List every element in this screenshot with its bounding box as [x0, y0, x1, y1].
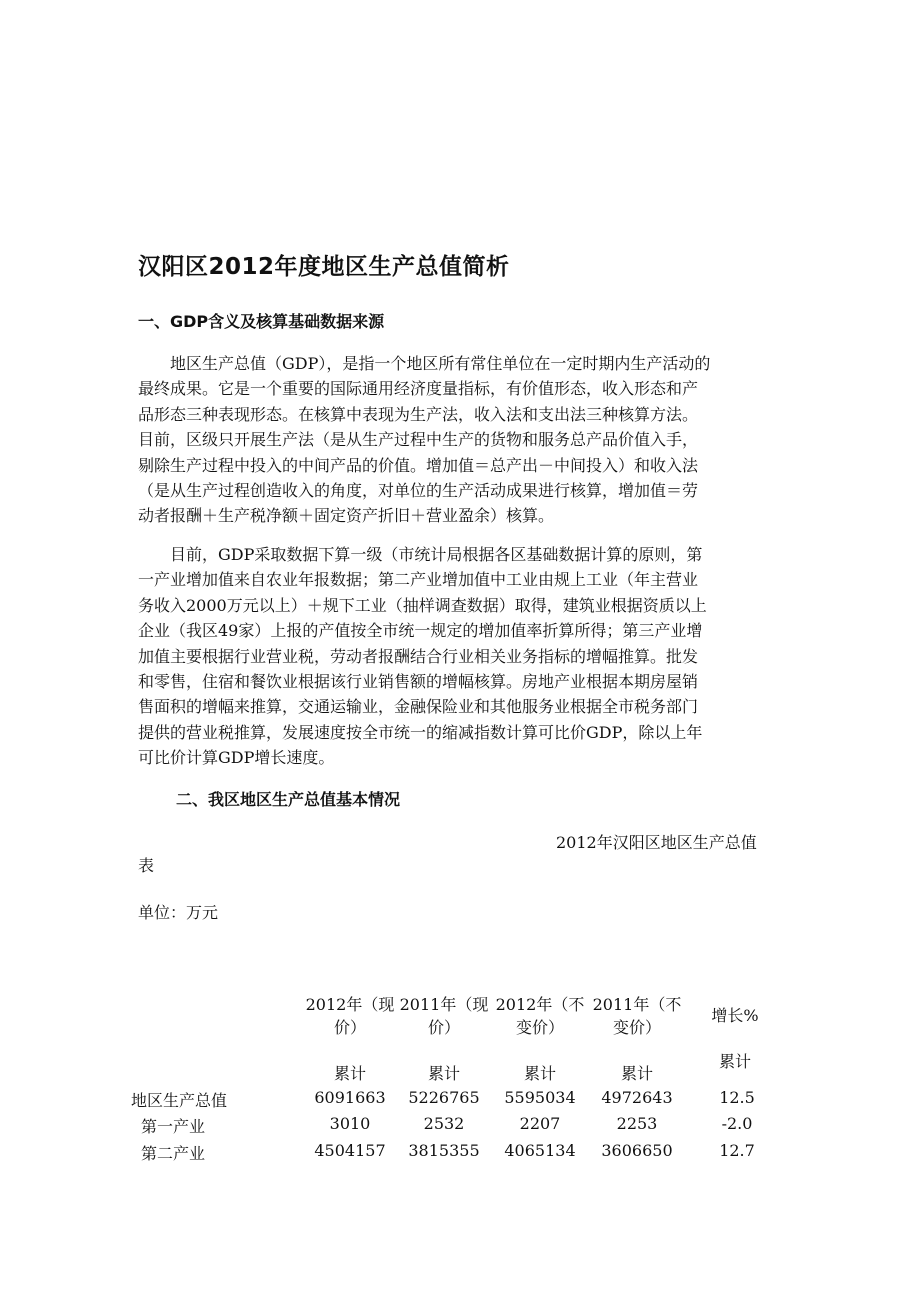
column-header-line: 2012年（不: [495, 995, 585, 1014]
column-header: [300, 992, 400, 1038]
table-cell: 4972643: [601, 1088, 673, 1107]
column-header-line: 2011年（现: [399, 995, 489, 1014]
paragraph-line: 地区生产总值（GDP），是指一个地区所有常住单位在一定时期内生产活动的: [138, 354, 711, 373]
column-header-line: 价）: [333, 1018, 366, 1037]
table-cell: 2532: [423, 1114, 465, 1133]
table-cell: 5595034: [504, 1088, 576, 1107]
column-header: [490, 992, 590, 1038]
table-cell: 2253: [616, 1114, 658, 1133]
column-header-line: 2012年（现: [305, 995, 395, 1014]
table-cell: 4065134: [504, 1141, 576, 1160]
column-header-line: 增长%: [711, 1006, 759, 1025]
column-header: [394, 992, 494, 1038]
column-header-line: 变价）: [515, 1018, 564, 1037]
table-cell: 3010: [329, 1114, 371, 1133]
paragraph-line: 剔除生产过程中投入的中间产品的价值。增加值＝总产出－中间投入）和收入法: [138, 455, 699, 475]
paragraph-line: 可比价计算GDP增长速度。: [138, 748, 335, 768]
column-header: [587, 992, 687, 1038]
table-cell: 6091663: [314, 1088, 386, 1107]
table-row-label: 第一产业: [141, 1117, 206, 1136]
table-cell: 2207: [519, 1114, 561, 1133]
paragraph-line: 加值主要根据行业营业税，劳动者报酬结合行业相关业务指标的增幅推算。批发: [138, 646, 699, 666]
table-unit: 单位：万元: [138, 903, 219, 922]
table-caption: 2012年汉阳区地区生产总值: [556, 833, 757, 852]
table-row-label: 地区生产总值: [131, 1091, 228, 1110]
table-cell: 3815355: [408, 1141, 480, 1160]
paragraph-line: 和零售，住宿和餐饮业根据该行业销售额的增幅核算。房地产业根据本期房屋销: [138, 672, 699, 692]
paragraph-line: 目前，区级只开展生产法（是从生产过程中生产的货物和服务总产品价值入手，: [138, 430, 699, 450]
table-cell: 3606650: [601, 1141, 673, 1160]
column-subheader: 累计: [718, 1052, 751, 1071]
section2-heading: 二、我区地区生产总值基本情况: [176, 790, 401, 809]
paragraph-line: 最终成果。它是一个重要的国际通用经济度量指标，有价值形态，收入形态和产: [138, 379, 699, 399]
table-cell: 12.7: [719, 1141, 755, 1160]
column-subheader: 累计: [523, 1064, 556, 1083]
column-header-line: 价）: [427, 1018, 460, 1037]
paragraph-line: （是从生产过程创造收入的角度，对单位的生产活动成果进行核算，增加值＝劳: [138, 481, 699, 501]
paragraph-line: 企业（我区49家）上报的产值按全市统一规定的增加值率折算所得；第三产业增: [138, 621, 703, 641]
column-header: [690, 1003, 780, 1026]
table-row-label: 第二产业: [141, 1144, 206, 1163]
paragraph-line: 提供的营业税推算，发展速度按全市统一的缩减指数计算可比价GDP，除以上年: [138, 722, 703, 742]
table-caption-continued: 表: [138, 856, 155, 875]
column-subheader: 累计: [620, 1064, 653, 1083]
column-subheader: 累计: [333, 1064, 366, 1083]
paragraph-line: 务收入2000万元以上）＋规下工业（抽样调查数据）取得，建筑业根据资质以上: [138, 595, 707, 615]
paragraph-line: 一产业增加值来自农业年报数据；第二产业增加值中工业由规上工业（年主营业: [138, 570, 699, 590]
document-title: 汉阳区2012年度地区生产总值简析: [138, 254, 510, 280]
table-cell: 5226765: [408, 1088, 480, 1107]
paragraph-line: 售面积的增幅来推算，交通运输业，金融保险业和其他服务业根据全市税务部门: [138, 697, 699, 717]
section1-heading: 一、GDP含义及核算基础数据来源: [138, 312, 385, 331]
column-header-line: 变价）: [612, 1018, 661, 1037]
column-subheader: 累计: [427, 1064, 460, 1083]
column-header-line: 2011年（不: [592, 995, 682, 1014]
table-cell: 12.5: [719, 1088, 755, 1107]
table-cell: 4504157: [314, 1141, 386, 1160]
table-cell: -2.0: [721, 1114, 753, 1133]
paragraph-line: 目前，GDP采取数据下算一级（市统计局根据各区基础数据计算的原则，第: [138, 545, 703, 564]
paragraph-line: 动者报酬＋生产税净额＋固定资产折旧＋营业盈余）核算。: [138, 506, 555, 526]
paragraph-line: 品形态三种表现形态。在核算中表现为生产法，收入法和支出法三种核算方法。: [138, 404, 699, 424]
